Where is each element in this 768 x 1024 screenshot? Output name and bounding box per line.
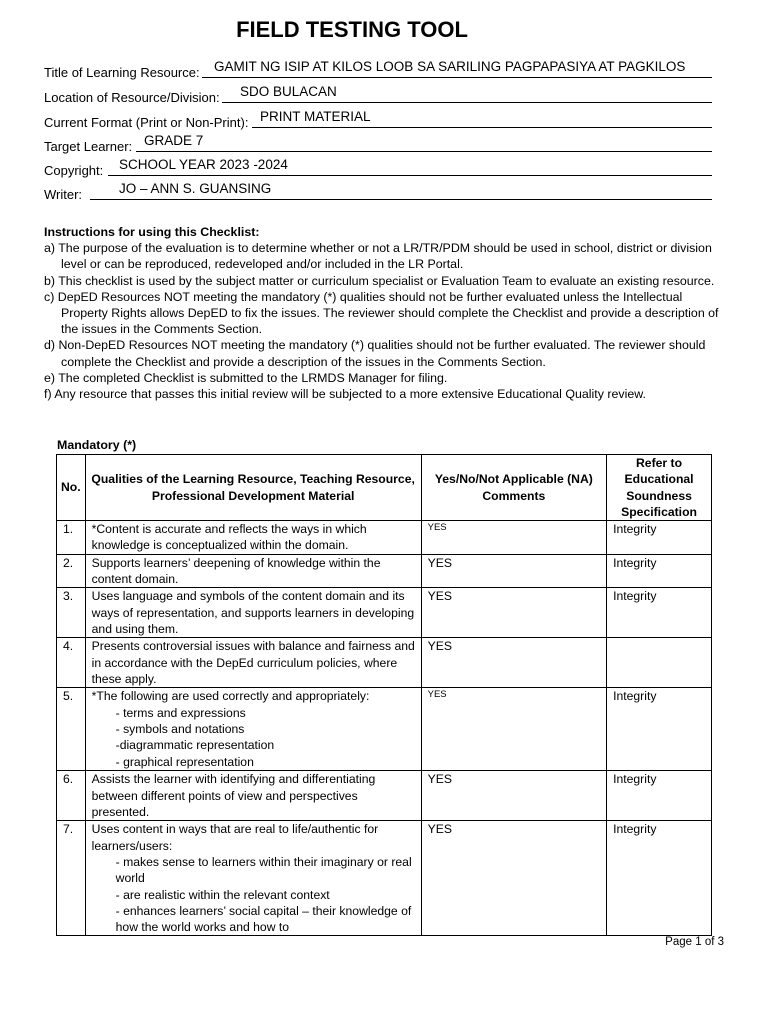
table-header-row bbox=[57, 455, 712, 521]
field-title-value[interactable]: GAMIT NG ISIP AT KILOS LOOB SA SARILING PAGPAPASIYA AT PAGKILOS bbox=[214, 59, 686, 74]
instruction-b: b) This checklist is used by the subject matter or curriculum specialist or Evaluation Team to evaluate an existing resource. bbox=[44, 273, 715, 288]
row-no: 6. bbox=[57, 771, 86, 821]
instruction-a: a) The purpose of the evaluation is to determine whether or not a LR/TR/PDM should be used in school, district or division level or can be reproduced, redeveloped and/or included in the LR Portal. bbox=[44, 241, 712, 272]
field-writer-value[interactable]: JO – ANN S. GUANSING bbox=[119, 181, 272, 196]
col-no-header: No. bbox=[57, 455, 86, 521]
field-copyright-value[interactable]: SCHOOL YEAR 2023 -2024 bbox=[119, 157, 288, 172]
row-quality-cell bbox=[85, 821, 421, 936]
row-comment[interactable]: YES bbox=[421, 688, 606, 771]
instruction-d: d) Non-DepED Resources NOT meeting the mandatory (*) qualities should not be further evaluated. The reviewer should complete the Checklist and provide a description of the issues in the Comments Section. bbox=[44, 338, 706, 369]
col-refer-header: Refer to Educational Soundness Specification bbox=[607, 455, 712, 521]
field-format-value[interactable]: PRINT MATERIAL bbox=[260, 109, 371, 124]
row-no: 7. bbox=[57, 821, 86, 936]
col-qualities-header: Qualities of the Learning Resource, Teaching Resource, Professional Development Material bbox=[85, 455, 421, 521]
row-quality-cell bbox=[85, 688, 421, 771]
row-refer: Integrity bbox=[607, 521, 712, 555]
field-target-value[interactable]: GRADE 7 bbox=[144, 133, 204, 148]
checklist-table bbox=[56, 454, 712, 936]
field-target bbox=[44, 132, 712, 154]
instruction-c: c) DepED Resources NOT meeting the mandatory (*) qualities should not be further evaluated unless the Intellectual Property Rights allows DepED to fix the issues. The reviewer should complete the Checklist and provide a description of the issues in the Comments Section. bbox=[44, 289, 719, 337]
page-number: Page 1 of 3 bbox=[665, 936, 724, 948]
field-format-label: Current Format (Print or Non-Print): bbox=[44, 115, 249, 130]
field-writer-label: Writer: bbox=[44, 187, 83, 202]
row-comment[interactable]: YES bbox=[421, 771, 606, 821]
sub-item: - enhances learners’ social capital – their knowledge of how the world works and how to bbox=[115, 903, 412, 935]
instruction-f: f) Any resource that passes this initial review will be subjected to a more extensive Educational Quality review. bbox=[44, 387, 646, 402]
row-refer bbox=[607, 638, 712, 688]
underline bbox=[202, 77, 712, 78]
field-title bbox=[44, 58, 712, 80]
row-quality: Assists the learner with identifying and differentiating between different points of view and perspectives presented. bbox=[85, 771, 421, 821]
underline bbox=[222, 102, 712, 103]
field-title-label: Title of Learning Resource: bbox=[44, 65, 200, 80]
underline bbox=[252, 127, 712, 128]
table-row bbox=[57, 521, 712, 555]
row-quality: *The following are used correctly and appropriately: bbox=[91, 689, 370, 704]
row-no: 3. bbox=[57, 588, 86, 638]
field-location bbox=[44, 83, 712, 105]
sub-item: - makes sense to learners within their imaginary or real world bbox=[115, 854, 412, 886]
col-comments-header: Yes/No/Not Applicable (NA) Comments bbox=[421, 455, 606, 521]
row-refer: Integrity bbox=[607, 554, 712, 588]
row-quality: Uses language and symbols of the content domain and its ways of representation, and supports learners in developing and using them. bbox=[85, 588, 421, 638]
field-copyright-label: Copyright: bbox=[44, 163, 104, 178]
row-no: 4. bbox=[57, 638, 86, 688]
row-comment[interactable]: YES bbox=[421, 821, 606, 936]
row-refer: Integrity bbox=[607, 821, 712, 936]
sub-item: - are realistic within the relevant context bbox=[115, 887, 330, 902]
row-quality: *Content is accurate and reflects the ways in which knowledge is conceptualized within the domain. bbox=[85, 521, 421, 555]
underline bbox=[90, 199, 712, 200]
row-refer: Integrity bbox=[607, 588, 712, 638]
table-row bbox=[57, 688, 712, 771]
row-quality: Uses content in ways that are real to life/authentic for learners/users: bbox=[91, 822, 379, 853]
row-no: 2. bbox=[57, 554, 86, 588]
sub-item: - graphical representation bbox=[115, 754, 254, 769]
instructions-heading: Instructions for using this Checklist: bbox=[44, 225, 260, 239]
row-comment[interactable]: YES bbox=[421, 521, 606, 555]
row-no: 1. bbox=[57, 521, 86, 555]
row-no: 5. bbox=[57, 688, 86, 771]
instruction-e: e) The completed Checklist is submitted to the LRMDS Manager for filing. bbox=[44, 370, 448, 385]
table-row bbox=[57, 554, 712, 588]
table-row bbox=[57, 638, 712, 688]
underline bbox=[136, 151, 712, 152]
row-comment[interactable]: YES bbox=[421, 554, 606, 588]
field-format bbox=[44, 108, 712, 130]
table-row bbox=[57, 821, 712, 936]
sub-item: - terms and expressions bbox=[115, 705, 246, 720]
instructions bbox=[44, 224, 724, 402]
field-target-label: Target Learner: bbox=[44, 139, 133, 154]
field-location-label: Location of Resource/Division: bbox=[44, 90, 220, 105]
underline bbox=[108, 175, 712, 176]
row-quality: Presents controversial issues with balance and fairness and in accordance with the DepEd curriculum policies, where these apply. bbox=[85, 638, 421, 688]
field-location-value[interactable]: SDO BULACAN bbox=[240, 84, 337, 99]
page-title: FIELD TESTING TOOL bbox=[236, 17, 468, 42]
row-quality: Supports learners’ deepening of knowledge within the content domain. bbox=[85, 554, 421, 588]
table-row bbox=[57, 771, 712, 821]
row-comment[interactable]: YES bbox=[421, 638, 606, 688]
row-comment[interactable]: YES bbox=[421, 588, 606, 638]
mandatory-label: Mandatory (*) bbox=[57, 438, 137, 452]
row-refer: Integrity bbox=[607, 771, 712, 821]
field-copyright bbox=[44, 156, 712, 178]
row-refer: Integrity bbox=[607, 688, 712, 771]
sub-item: -diagrammatic representation bbox=[115, 738, 275, 753]
sub-item: - symbols and notations bbox=[115, 721, 245, 736]
table-row bbox=[57, 588, 712, 638]
field-writer bbox=[44, 180, 712, 202]
